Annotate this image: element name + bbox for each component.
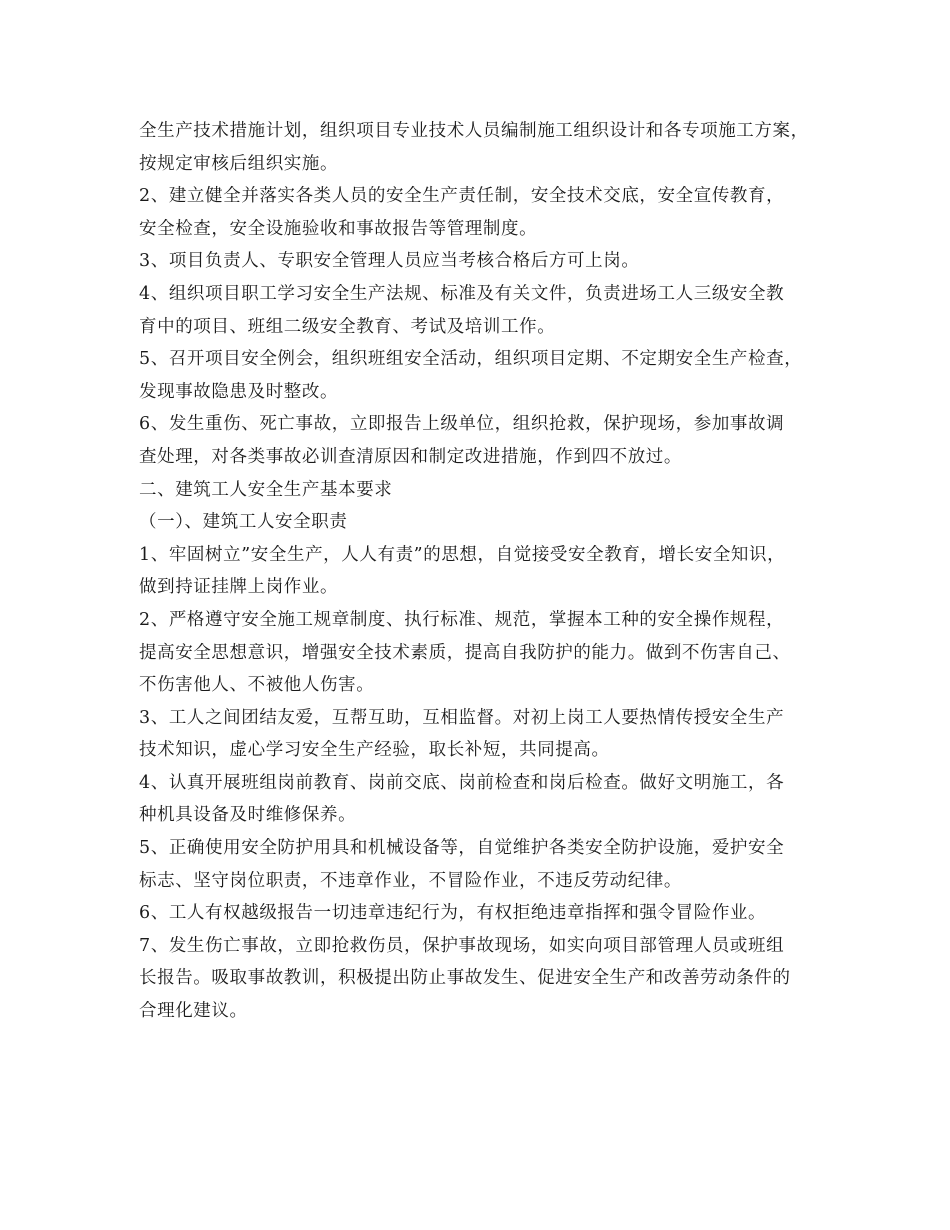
text-line: 2、严格遵守安全施工规章制度、执行标准、规范，掌握本工种的安全操作规程， — [139, 609, 785, 630]
text-line: 按规定审核后组织实施。 — [139, 153, 339, 174]
text-line: 做到持证挂牌上岗作业。 — [139, 577, 339, 598]
text-line: 合理化建议。 — [139, 1001, 248, 1022]
text-line: 1、牢固树立”安全生产，人人有责”的思想，自觉接受安全教育，增长安全知识， — [139, 544, 786, 565]
text-line: 育中的项目、班组二级安全教育、考试及培训工作。 — [139, 316, 556, 337]
text-line: 5、正确使用安全防护用具和机械设备等，自觉维护各类安全防护设施，爱护安全 — [139, 838, 785, 859]
text-line: 6、发生重伤、死亡事故，立即报告上级单位，组织抢救，保护现场，参加事故调 — [139, 414, 785, 435]
text-line: 发现事故隐患及时整改。 — [139, 381, 339, 402]
text-line: 查处理，对各类事故必训查清原因和制定改进措施，作到四不放过。 — [139, 446, 682, 467]
text-line: 3、项目负责人、专职安全管理人员应当考核合格后方可上岗。 — [139, 251, 640, 272]
text-line: 种机具设备及时维修保养。 — [139, 805, 357, 826]
text-line: 不伤害他人、不被他人伤害。 — [139, 675, 375, 696]
subsection-heading: （一）、建筑工人安全职责 — [139, 512, 348, 533]
text-line: 全生产技术措施计划，组织项目专业技术人员编制施工组织设计和各专项施工方案， — [139, 121, 809, 141]
text-line: 技术知识，虚心学习安全生产经验，取长补短，共同提高。 — [139, 740, 610, 761]
text-line: 2、建立健全并落实各类人员的安全生产责任制，安全技术交底，安全宣传教育， — [139, 186, 785, 207]
text-line: 5、召开项目安全例会，组织班组安全活动，组织项目定期、不定期安全生产检查， — [139, 349, 803, 370]
section-heading: 二、建筑工人安全生产基本要求 — [139, 479, 393, 500]
text-line: 3、工人之间团结友爱，互帮互助，互相监督。对初上岗工人要热情传授安全生产 — [139, 707, 785, 728]
text-line: 长报告。吸取事故教训，积极提出防止事故发生、促进安全生产和改善劳动条件的 — [139, 968, 791, 989]
text-line: 安全检查，安全设施验收和事故报告等管理制度。 — [139, 218, 538, 239]
text-line: 4、组织项目职工学习安全生产法规、标准及有关文件，负责进场工人三级安全教 — [139, 283, 785, 304]
text-line: 标志、坚守岗位职责，不违章作业，不冒险作业，不违反劳动纪律。 — [139, 870, 682, 891]
document-body — [139, 115, 839, 1028]
text-line: 提高安全思想意识，增强安全技术素质，提高自我防护的能力。做到不伤害自己、 — [139, 642, 791, 663]
text-line: 6、工人有权越级报告一切违章违纪行为，有权拒绝违章指挥和强令冒险作业。 — [139, 903, 767, 924]
text-line: 4、认真开展班组岗前教育、岗前交底、岗前检查和岗后检查。做好文明施工，各 — [139, 772, 785, 793]
text-line: 7、发生伤亡事故，立即抢救伤员，保护事故现场，如实向项目部管理人员或班组 — [139, 935, 785, 956]
